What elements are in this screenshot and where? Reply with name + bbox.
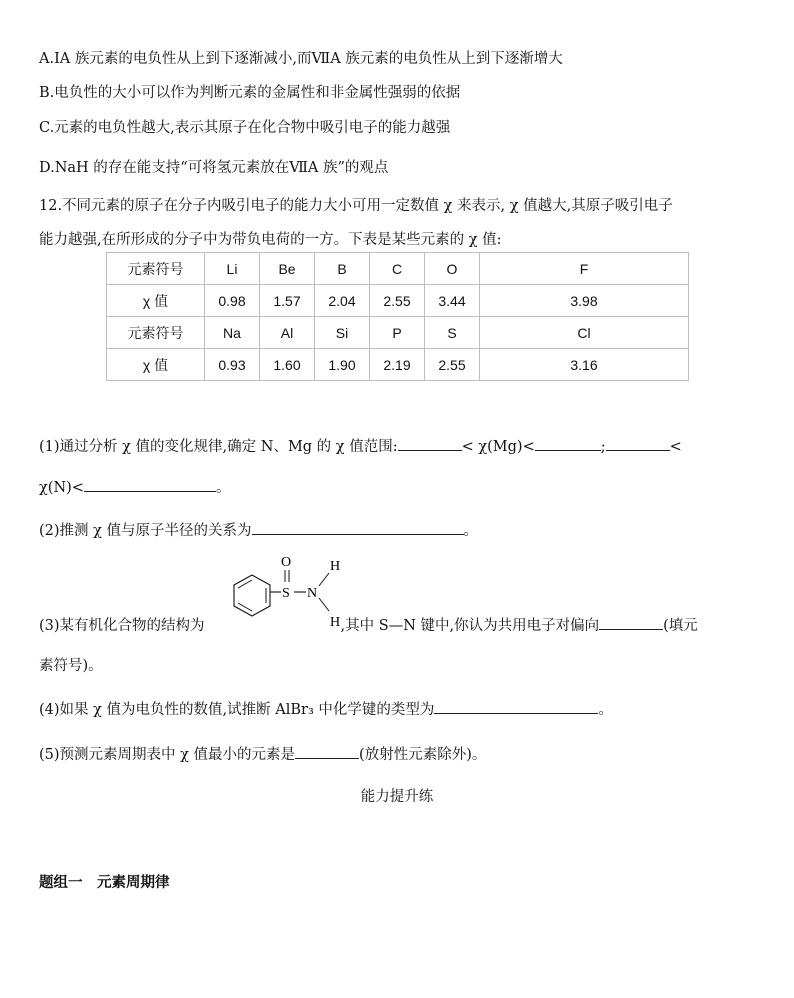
atom-n: N xyxy=(307,586,318,601)
answer-blank[interactable] xyxy=(535,436,601,451)
table-cell: 元素符号 xyxy=(107,253,205,285)
sub1-text: 。 xyxy=(215,480,231,496)
table-cell: 元素符号 xyxy=(107,317,205,349)
answer-blank[interactable] xyxy=(606,436,670,451)
atom-o: O xyxy=(281,555,292,570)
atom-s: S xyxy=(282,586,290,601)
sub-question-2 xyxy=(39,519,478,540)
option-d: D.NaH 的存在能支持“可将氢元素放在ⅦA 族”的观点 xyxy=(39,160,389,176)
n-h-bond xyxy=(319,573,329,586)
sub-question-5 xyxy=(39,743,486,764)
sub3-text: ,其中 S—N 键中,你认为共用电子对偏向 xyxy=(340,618,600,634)
sub4-text: (4)如果 χ 值为电负性的数值,试推断 AlBr₃ 中化学键的类型为 xyxy=(39,702,435,718)
q12-stem-line1: 12.不同元素的原子在分子内吸引电子的能力大小可用一定数值 χ 来表示, χ 值越大,其原子吸引电子 xyxy=(39,198,673,214)
sub-question-1 xyxy=(39,435,682,456)
table-cell: C xyxy=(370,253,425,285)
table-row xyxy=(107,285,689,317)
atom-h: H xyxy=(330,615,341,630)
table-cell: 2.19 xyxy=(370,349,425,381)
answer-blank[interactable] xyxy=(599,615,663,630)
answer-blank[interactable] xyxy=(434,699,598,714)
table-cell: 3.98 xyxy=(480,285,689,317)
table-cell: Na xyxy=(205,317,260,349)
sub5-text: (5)预测元素周期表中 χ 值最小的元素是 xyxy=(39,747,296,763)
sub2-text: (2)推测 χ 值与原子半径的关系为 xyxy=(39,523,252,539)
q12-stem-line2: 能力越强,在所形成的分子中为带负电荷的一方。下表是某些元素的 χ 值: xyxy=(39,232,502,248)
table-cell: 2.55 xyxy=(370,285,425,317)
table-cell: 1.57 xyxy=(260,285,315,317)
sub1-text: < xyxy=(669,439,682,455)
chi-value-table xyxy=(106,252,689,381)
table-cell: Cl xyxy=(480,317,689,349)
table-cell: S xyxy=(425,317,480,349)
table-row xyxy=(107,253,689,285)
table-row xyxy=(107,349,689,381)
sub3-text: (填元 xyxy=(663,618,698,634)
section-title: 能力提升练 xyxy=(360,789,434,805)
table-cell: 1.60 xyxy=(260,349,315,381)
table-cell: 1.90 xyxy=(315,349,370,381)
sub-question-1-cont xyxy=(39,476,230,497)
sub-question-3 xyxy=(39,614,698,635)
sub-question-4 xyxy=(39,698,613,719)
n-h-bond xyxy=(319,598,329,611)
table-cell: Al xyxy=(260,317,315,349)
option-a: A.ⅠA 族元素的电负性从上到下逐渐减小,而ⅦA 族元素的电负性从上到下逐渐增大 xyxy=(39,51,563,67)
sub1-text: ; xyxy=(600,439,606,455)
table-cell: Be xyxy=(260,253,315,285)
table-cell: χ 值 xyxy=(107,285,205,317)
answer-blank[interactable] xyxy=(84,477,216,492)
table-cell: 3.16 xyxy=(480,349,689,381)
sub3-text: (3)某有机化合物的结构为 xyxy=(39,618,205,634)
table-cell: 3.44 xyxy=(425,285,480,317)
sub1-text: < χ(Mg)< xyxy=(461,439,535,455)
table-cell: 2.55 xyxy=(425,349,480,381)
table-cell: 0.98 xyxy=(205,285,260,317)
table-cell: Si xyxy=(315,317,370,349)
option-b: B.电负性的大小可以作为判断元素的金属性和非金属性强弱的依据 xyxy=(39,85,461,101)
group-title: 题组一 元素周期律 xyxy=(39,874,170,891)
table-cell: P xyxy=(370,317,425,349)
table-cell: B xyxy=(315,253,370,285)
sub1-text: (1)通过分析 χ 值的变化规律,确定 N、Mg 的 χ 值范围: xyxy=(39,439,398,455)
table-cell: Li xyxy=(205,253,260,285)
atom-h: H xyxy=(330,559,341,574)
sub1-text: χ(N)< xyxy=(39,480,84,496)
answer-blank[interactable] xyxy=(295,744,359,759)
answer-blank[interactable] xyxy=(252,520,464,535)
benzene-ring xyxy=(234,575,270,616)
sub5-text: (放射性元素除外)。 xyxy=(359,747,487,763)
table-cell: 2.04 xyxy=(315,285,370,317)
sub-question-3-cont: 素符号)。 xyxy=(39,658,103,674)
table-cell: χ 值 xyxy=(107,349,205,381)
table-row xyxy=(107,317,689,349)
sub4-text: 。 xyxy=(598,702,613,718)
table-cell: F xyxy=(480,253,689,285)
table-cell: 0.93 xyxy=(205,349,260,381)
table-cell: O xyxy=(425,253,480,285)
answer-blank[interactable] xyxy=(398,436,462,451)
sub2-text: 。 xyxy=(463,523,479,539)
option-c: C.元素的电负性越大,表示其原子在化合物中吸引电子的能力越强 xyxy=(39,120,451,136)
